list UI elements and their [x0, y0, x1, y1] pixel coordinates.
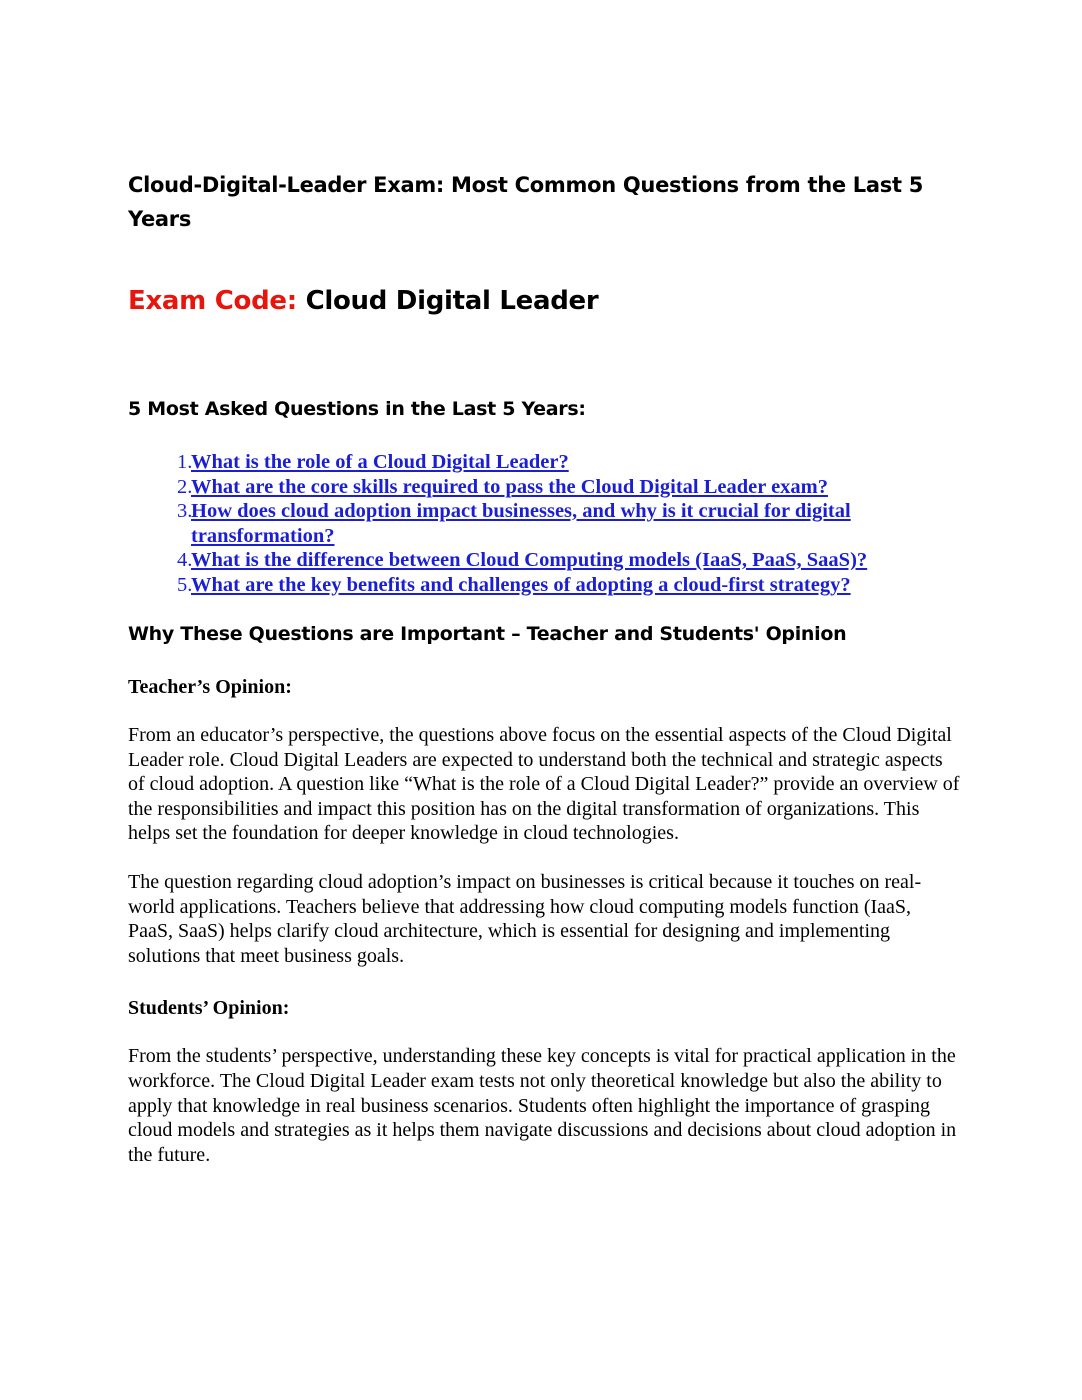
list-item-number: 1.	[177, 451, 193, 473]
students-opinion-heading: Students’ Opinion:	[128, 997, 290, 1020]
students-paragraph-1: From the students’ perspective, understanding these key concepts is vital for practical application in the workforce. The Cloud Digital Leader exam tests not only theoretical knowledge but also the ability to apply that knowledge in real business scenarios. Students often highlight the importance of grasping cloud models and strategies as it helps them navigate discussions and decisions about cloud adoption in the future.	[128, 1045, 957, 1166]
document-page	[128, 168, 958, 1167]
question-link-3[interactable]: How does cloud adoption impact businesses, and why is it crucial for digital transformation?	[191, 500, 851, 547]
teacher-paragraph-2: The question regarding cloud adoption’s impact on businesses is critical because it touches on real-world applications. Teachers believe that addressing how cloud computing models function (IaaS, PaaS, SaaS) helps clarify cloud architecture, which is essential for designing and implementing solutions that meet business goals.	[128, 870, 922, 967]
list-item-number: 4.	[177, 549, 193, 571]
question-link-1[interactable]: What is the role of a Cloud Digital Leader?	[191, 451, 569, 473]
question-link-2[interactable]: What are the core skills required to pass the Cloud Digital Leader exam?	[191, 475, 829, 498]
exam-code-line	[128, 284, 958, 318]
list-item	[128, 475, 958, 500]
exam-code-value: Cloud Digital Leader	[305, 286, 599, 316]
questions-heading: 5 Most Asked Questions in the Last 5 Years:	[128, 398, 586, 420]
exam-code-label: Exam Code:	[128, 286, 297, 316]
teacher-paragraph-1: From an educator’s perspective, the questions above focus on the essential aspects of the Cloud Digital Leader role. Cloud Digital Leaders are expected to understand both the technical and strategic aspects of cloud adoption. A question like “What is the role of a Cloud Digital Leader?” provide an overview of the responsibilities and impact this position has on the digital transformation of organizations. This helps set the foundation for deeper knowledge in cloud technologies.	[128, 724, 960, 845]
questions-list	[128, 450, 958, 597]
question-link-5[interactable]: What are the key benefits and challenges of adopting a cloud-first strategy?	[191, 573, 851, 596]
list-item-number: 5.	[177, 573, 193, 596]
teacher-opinion-heading: Teacher’s Opinion:	[128, 676, 292, 698]
list-item	[128, 450, 958, 475]
why-heading: Why These Questions are Important – Teacher and Students' Opinion	[128, 623, 847, 645]
list-item	[128, 499, 958, 548]
list-item	[128, 548, 958, 573]
list-item	[128, 573, 958, 598]
list-item-number: 2.	[177, 475, 193, 498]
list-item-number: 3.	[177, 500, 193, 522]
question-link-4[interactable]: What is the difference between Cloud Computing models (IaaS, PaaS, SaaS)?	[191, 549, 868, 571]
document-title: Cloud-Digital-Leader Exam: Most Common Questions from the Last 5 Years	[128, 173, 924, 231]
